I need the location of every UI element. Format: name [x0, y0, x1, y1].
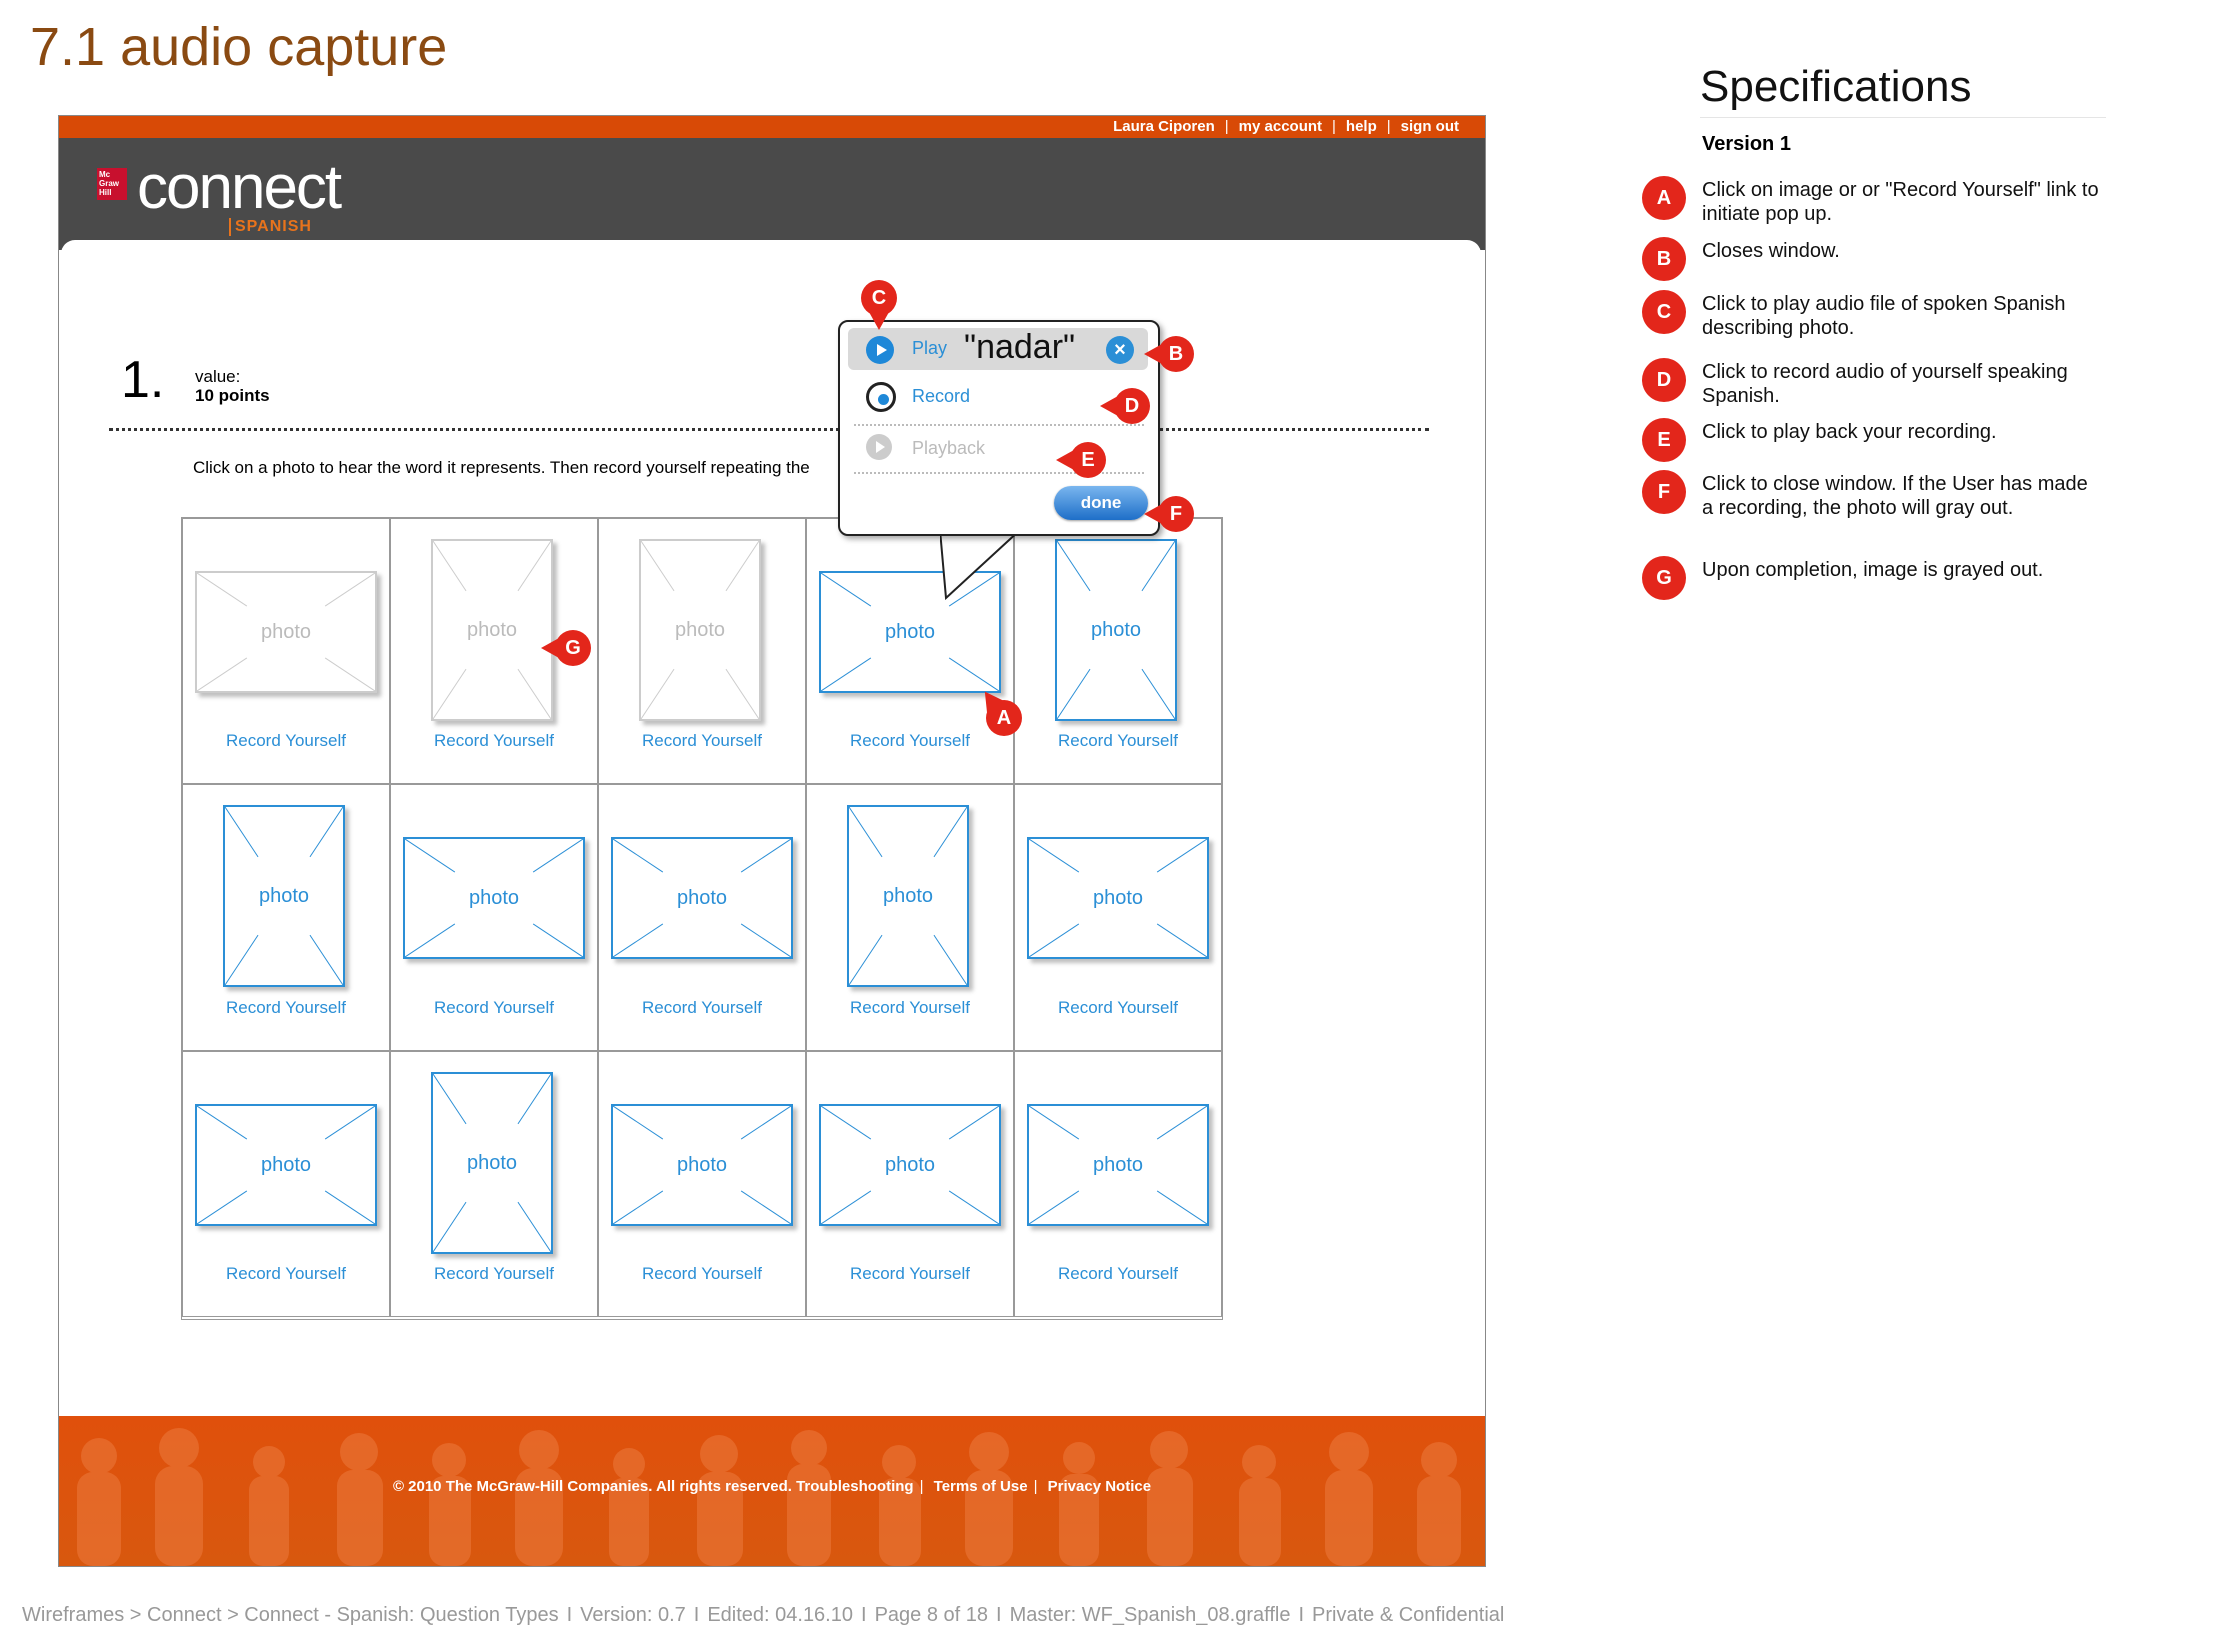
photo-label: photo — [676, 886, 728, 909]
record-yourself-link[interactable]: Record Yourself — [225, 1264, 347, 1283]
meta-field: Wireframes > Connect > Connect - Spanish: Question Types — [22, 1604, 559, 1626]
photo-placeholder[interactable] — [431, 1072, 553, 1254]
spec-text: Click on image or or "Record Yourself" link to initiate pop up. — [1702, 179, 2099, 225]
record-yourself-link[interactable]: Record Yourself — [641, 1264, 763, 1283]
meta-field: Private & Confidential — [1312, 1604, 1505, 1626]
divider — [109, 428, 1429, 431]
photo-label: photo — [884, 1153, 936, 1176]
spec-badge: F — [1642, 470, 1686, 514]
divider — [854, 424, 1144, 426]
user-links: Laura Ciporen | my account | help | sign out — [1113, 118, 1459, 135]
logo-subtitle: SPANISH — [229, 218, 312, 236]
crowd-silhouette-decoration — [59, 1426, 1485, 1566]
done-button[interactable]: done — [1054, 486, 1148, 520]
meta-field: Version: 0.7 — [580, 1604, 686, 1626]
footer — [59, 1416, 1485, 1566]
photo-placeholder[interactable] — [1027, 837, 1209, 959]
photo-placeholder[interactable] — [611, 1104, 793, 1226]
copyright: © 2010 The McGraw-Hill Companies. All rights reserved. — [392, 1478, 792, 1495]
grid-cell — [806, 1051, 1014, 1317]
grid-cell — [1014, 518, 1222, 784]
spec-text: Click to play back your recording. — [1702, 421, 1997, 443]
photo-placeholder[interactable] — [611, 837, 793, 959]
spec-item — [1642, 556, 2102, 600]
record-yourself-link[interactable]: Record Yourself — [641, 998, 763, 1017]
record-yourself-link[interactable]: Record Yourself — [225, 998, 347, 1017]
photo-grid — [181, 517, 1223, 1320]
terms-link[interactable]: Terms of Use — [933, 1478, 1028, 1495]
spec-badge: C — [1642, 290, 1686, 334]
close-icon[interactable]: × — [1106, 336, 1134, 364]
photo-label: photo — [674, 618, 726, 641]
photo-label: photo — [466, 618, 518, 641]
photo-placeholder[interactable] — [1027, 1104, 1209, 1226]
playback-icon[interactable] — [866, 434, 892, 460]
record-yourself-link[interactable]: Record Yourself — [1057, 998, 1179, 1017]
photo-label: photo — [882, 884, 934, 907]
photo-label: photo — [1092, 886, 1144, 909]
grid-cell — [598, 518, 806, 784]
photo-label: photo — [468, 886, 520, 909]
page-title: 7.1 audio capture — [30, 17, 448, 77]
audio-popup — [838, 320, 1160, 536]
photo-label: photo — [258, 884, 310, 907]
question-number: 1. — [121, 351, 165, 409]
question-value: 10 points — [195, 386, 270, 405]
spec-item — [1642, 358, 2102, 408]
grid-cell — [182, 518, 390, 784]
photo-placeholder[interactable] — [195, 571, 377, 693]
privacy-link[interactable]: Privacy Notice — [1047, 1478, 1152, 1495]
troubleshooting-link[interactable]: Troubleshooting — [796, 1478, 914, 1495]
spec-badge: G — [1642, 556, 1686, 600]
callout-marker-b: B — [1158, 336, 1194, 372]
record-icon[interactable] — [866, 382, 896, 412]
spec-version: Version 1 — [1702, 133, 1791, 155]
top-bar — [59, 116, 1485, 138]
record-yourself-link[interactable]: Record Yourself — [225, 731, 347, 750]
play-label[interactable]: Play — [912, 338, 948, 358]
record-yourself-link[interactable]: Record Yourself — [433, 998, 555, 1017]
footer-text: © 2010 The McGraw-Hill Companies. All rights reserved. Troubleshooting | Terms of Use | Privacy Notice — [392, 1478, 1152, 1495]
photo-label: photo — [1092, 1153, 1144, 1176]
photo-label: photo — [260, 1153, 312, 1176]
record-yourself-link[interactable]: Record Yourself — [433, 731, 555, 750]
photo-label: photo — [1090, 618, 1142, 641]
specifications-title: Specifications — [1700, 62, 1972, 111]
photo-label: photo — [884, 620, 936, 643]
spec-text: Closes window. — [1702, 240, 1840, 262]
record-yourself-link[interactable]: Record Yourself — [1057, 731, 1179, 750]
record-label[interactable]: Record — [912, 386, 971, 406]
grid-cell — [182, 1051, 390, 1317]
app-window — [58, 115, 1486, 1567]
record-yourself-link[interactable]: Record Yourself — [641, 731, 763, 750]
callout-marker-a: A — [986, 700, 1022, 736]
callout-marker-c: C — [861, 280, 897, 316]
meta-field: Master: WF_Spanish_08.graffle — [1009, 1604, 1291, 1626]
sign-out-link[interactable]: sign out — [1400, 118, 1459, 135]
grid-cell — [806, 784, 1014, 1051]
grid-cell — [598, 1051, 806, 1317]
spec-badge: E — [1642, 418, 1686, 462]
my-account-link[interactable]: my account — [1238, 118, 1323, 135]
spec-badge: D — [1642, 358, 1686, 402]
spec-text: Click to play audio file of spoken Spanish describing photo. — [1702, 293, 2066, 339]
popup-tail — [940, 530, 1030, 600]
photo-placeholder[interactable] — [847, 805, 969, 987]
play-icon[interactable] — [866, 336, 894, 364]
grid-cell — [1014, 784, 1222, 1051]
document-footer-meta: Wireframes > Connect > Connect - Spanish: Question Types I Version: 0.7 I Edited: 04.16.10 I Page 8 of 18 I Master: WF_Spanish_08.graffle I Private & Confidential — [22, 1604, 1505, 1626]
help-link[interactable]: help — [1345, 118, 1377, 135]
grid-cell — [598, 784, 806, 1051]
photo-placeholder[interactable] — [639, 539, 761, 721]
photo-placeholder[interactable] — [403, 837, 585, 959]
callout-marker-d: D — [1114, 388, 1150, 424]
grid-cell — [390, 1051, 598, 1317]
spoken-word: "nadar" — [964, 328, 1076, 366]
record-yourself-link[interactable]: Record Yourself — [849, 731, 971, 750]
record-yourself-link[interactable]: Record Yourself — [849, 998, 971, 1017]
mcgraw-hill-logo: Mc Graw Hill — [97, 168, 127, 200]
spec-item — [1642, 470, 2102, 520]
spec-item — [1642, 237, 2102, 281]
record-yourself-link[interactable]: Record Yourself — [433, 1264, 555, 1283]
grid-cell — [390, 784, 598, 1051]
photo-placeholder[interactable] — [223, 805, 345, 987]
spec-text: Click to close window. If the User has made a recording, the photo will gray out. — [1702, 473, 2088, 519]
callout-marker-f: F — [1158, 496, 1194, 532]
photo-placeholder[interactable] — [819, 1104, 1001, 1226]
app-header — [59, 138, 1485, 250]
user-name: Laura Ciporen — [1113, 118, 1215, 135]
spec-text: Upon completion, image is grayed out. — [1702, 559, 2044, 581]
spec-badge: B — [1642, 237, 1686, 281]
photo-placeholder[interactable] — [195, 1104, 377, 1226]
photo-label: photo — [466, 1151, 518, 1174]
content-panel — [61, 240, 1481, 1416]
grid-cell — [182, 784, 390, 1051]
record-yourself-link[interactable]: Record Yourself — [1057, 1264, 1179, 1283]
divider — [1700, 117, 2106, 118]
record-yourself-link[interactable]: Record Yourself — [849, 1264, 971, 1283]
meta-field: Edited: 04.16.10 — [707, 1604, 853, 1626]
spec-badge: A — [1642, 176, 1686, 220]
spec-item — [1642, 418, 2102, 462]
playback-label[interactable]: Playback — [912, 438, 986, 458]
spec-text: Click to record audio of yourself speaking Spanish. — [1702, 361, 2068, 407]
photo-placeholder[interactable] — [431, 539, 553, 721]
photo-placeholder[interactable] — [1055, 539, 1177, 721]
callout-marker-e: E — [1070, 442, 1106, 478]
grid-cell — [1014, 1051, 1222, 1317]
spec-item — [1642, 290, 2102, 340]
photo-label: photo — [260, 620, 312, 643]
spec-item — [1642, 176, 2102, 226]
meta-field: Page 8 of 18 — [874, 1604, 988, 1626]
instructions: Click on a photo to hear the word it represents. Then record yourself repeating the — [193, 458, 810, 477]
callout-marker-g: G — [555, 630, 591, 666]
value-label: value: — [195, 367, 241, 386]
connect-logo: connect — [137, 153, 341, 222]
photo-label: photo — [676, 1153, 728, 1176]
